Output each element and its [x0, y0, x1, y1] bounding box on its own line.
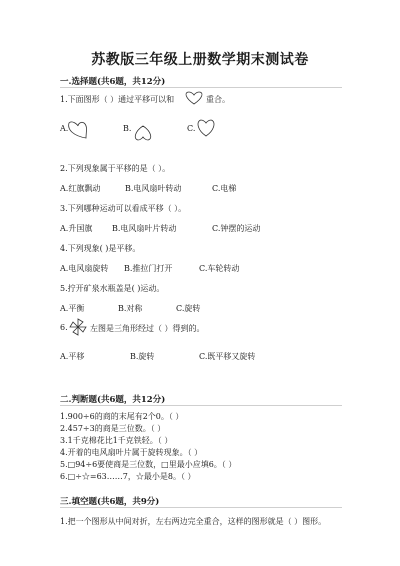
- q6-option-a[interactable]: A.平移: [60, 352, 85, 361]
- judge-item-1: 1.900÷6的商的末尾有2个0。（ ）: [60, 412, 184, 421]
- section-judge-heading: 二.判断题(共6题，共12分): [60, 395, 166, 405]
- judge-item-3: 3.1千克棉花比1千克铁轻。（ ）: [60, 436, 173, 445]
- q6-pinwheel-icon: [68, 317, 88, 337]
- q4-option-a[interactable]: A.电风扇旋转: [60, 264, 109, 273]
- q1-option-c[interactable]: C.: [187, 124, 196, 133]
- q5-option-b[interactable]: B.对称: [118, 304, 143, 313]
- q1-option-b-heart-icon: [132, 124, 154, 142]
- q3-option-a[interactable]: A.升国旗: [60, 224, 93, 233]
- section-divider: [60, 507, 342, 508]
- q6-option-c[interactable]: C.既平移又旋转: [199, 352, 256, 361]
- question-2: 2.下列现象属于平移的是（ ）。: [60, 164, 171, 173]
- section-choice-heading: 一.选择题(共6题，共12分): [60, 77, 166, 87]
- section-divider: [60, 405, 342, 406]
- question-1: [60, 94, 174, 105]
- page-title: 苏教版三年级上册数学期末测试卷: [91, 52, 309, 68]
- q1-option-a[interactable]: A.: [60, 124, 69, 133]
- fill-item-1: 1.把一个图形从中间对折，左右两边完全重合，这样的图形就是（ ）图形。: [60, 517, 327, 526]
- judge-item-5: 5.□94÷6要使商是三位数，□里最小应填6。（ ）: [60, 460, 237, 469]
- judge-item-2: 2.457÷3的商是三位数。（ ）: [60, 424, 166, 433]
- q2-option-c[interactable]: C.电梯: [212, 184, 237, 193]
- question-5: 5.拧开矿泉水瓶盖是( )运动。: [60, 284, 165, 293]
- q5-option-a[interactable]: A.平衡: [60, 304, 85, 313]
- q4-option-c[interactable]: C.车轮转动: [199, 264, 240, 273]
- question-1-text: 1.下面图形（ ）通过平移可以和: [60, 95, 175, 104]
- q1-option-c-heart-icon: [195, 118, 217, 138]
- q3-option-b[interactable]: B.电风扇叶片转动: [112, 224, 177, 233]
- q1-reference-heart-icon: [183, 90, 205, 106]
- judge-item-6: 6.□÷☆=63……7，☆最小是8。（ ）: [60, 472, 196, 481]
- question-6-number: 6.: [60, 323, 68, 332]
- question-3: 3.下列哪种运动可以看成平移（ ）。: [60, 204, 187, 213]
- q3-option-c[interactable]: C.钟摆的运动: [212, 224, 261, 233]
- question-1-text-end: 重合。: [206, 95, 230, 104]
- q1-option-a-heart-icon: [66, 120, 90, 140]
- q2-option-b[interactable]: B.电风扇叶转动: [125, 184, 182, 193]
- q6-option-b[interactable]: B.旋转: [130, 352, 155, 361]
- q4-option-b[interactable]: B.推拉门打开: [124, 264, 173, 273]
- judge-item-4: 4.开着的电风扇叶片属于旋转现象。（ ）: [60, 448, 203, 457]
- section-divider: [60, 87, 342, 88]
- question-4: 4.下列现象( )是平移。: [60, 244, 141, 253]
- section-fill-heading: 三.填空题(共6题，共9分): [60, 497, 160, 507]
- q5-option-c[interactable]: C.旋转: [176, 304, 201, 313]
- q1-option-b[interactable]: B.: [123, 124, 132, 133]
- question-6-text: 左图是三角形经过（ ）得到的。: [90, 324, 205, 333]
- q2-option-a[interactable]: A.红旗飘动: [60, 184, 101, 193]
